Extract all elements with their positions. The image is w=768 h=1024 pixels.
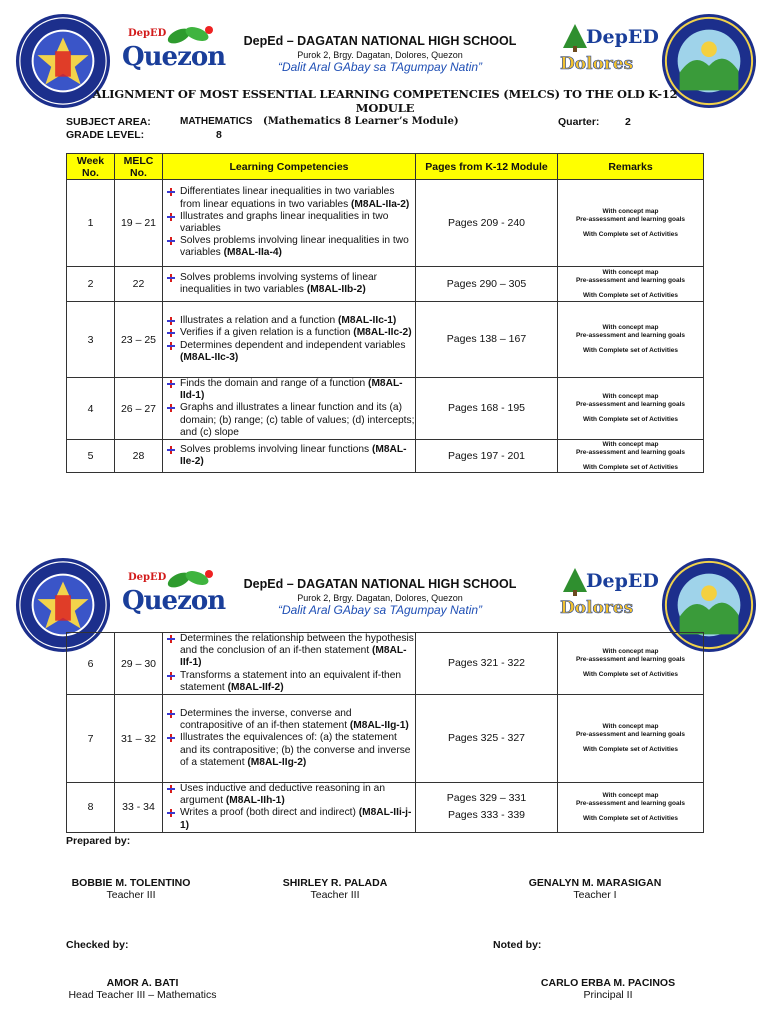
bullet-icon xyxy=(165,444,180,456)
competencies-cell xyxy=(163,180,416,267)
remarks-cell xyxy=(558,440,704,473)
remark-concept-map: With concept map xyxy=(602,791,659,799)
school-name: DepEd – DAGATAN NATIONAL HIGH SCHOOL xyxy=(243,577,517,591)
remark-concept-map: With concept map xyxy=(602,723,659,731)
competency-code: (M8AL-IIc-3) xyxy=(180,351,239,363)
pages-cell xyxy=(416,267,558,302)
competency-body xyxy=(180,633,415,670)
bullet-icon xyxy=(165,732,180,744)
competency-code: (M8AL-IIg-2) xyxy=(247,756,307,768)
competency-item xyxy=(165,783,415,807)
pages-cell xyxy=(416,695,558,783)
remark-spacer xyxy=(558,739,703,746)
pages-range: Pages 325 - 327 xyxy=(447,732,526,745)
bullet-icon xyxy=(165,633,180,645)
dolores-logo: Dolores xyxy=(560,598,634,618)
competencies-cell xyxy=(163,695,416,783)
remark-activities: With Complete set of Activities xyxy=(582,416,679,423)
competency-text: Transforms a statement into an equivalent if-then statement xyxy=(180,669,402,693)
competency-text: Verifies if a given relation is a function xyxy=(180,327,351,339)
competency-body xyxy=(180,211,415,235)
header-pages: Pages from K-12 Module xyxy=(416,154,558,180)
remark-activities: With Complete set of Activities xyxy=(582,347,679,354)
bullet-icon xyxy=(165,783,180,795)
remark-spacer xyxy=(558,457,703,464)
remark-spacer xyxy=(558,340,703,347)
pages-cell xyxy=(416,783,558,833)
competency-item xyxy=(165,633,415,670)
competencies-cell xyxy=(163,783,416,833)
remark-pre-assessment: Pre-assessment and learning goals xyxy=(575,656,686,663)
competency-item xyxy=(165,378,415,402)
subject-area-label: SUBJECT AREA: xyxy=(66,116,151,128)
competency-text: Uses inductive and deductive reasoning in an argument xyxy=(180,783,386,807)
remark-activities: With Complete set of Activities xyxy=(582,814,679,822)
bullet-icon xyxy=(165,670,180,682)
header-melc: MELC No. xyxy=(115,154,163,180)
competency-body xyxy=(180,340,415,364)
bullet-icon xyxy=(165,272,180,284)
competency-item xyxy=(165,708,415,732)
table-row xyxy=(67,378,704,440)
competency-text: Differentiates linear inequalities in two variables from linear equations in two variables xyxy=(180,186,395,210)
table-row xyxy=(67,180,704,267)
remark-pre-assessment: Pre-assessment and learning goals xyxy=(575,448,686,456)
prepared-by-label: Prepared by: xyxy=(66,835,131,847)
competency-code: (M8AL-IIc-2) xyxy=(353,327,412,339)
header-remarks: Remarks xyxy=(558,154,704,180)
competency-text: Finds the domain and range of a function xyxy=(180,378,366,389)
signatory-name: SHIRLEY R. PALADA xyxy=(282,877,388,889)
melc-cell: 29 – 30 xyxy=(115,633,163,695)
melc-cell: 19 – 21 xyxy=(115,180,163,267)
competency-body xyxy=(180,708,415,732)
competency-body xyxy=(180,272,415,296)
competency-code: (M8AL-IIe-2) xyxy=(180,443,407,468)
melc-cell: 31 – 32 xyxy=(115,695,163,783)
remark-concept-map: With concept map xyxy=(602,207,659,215)
remark-activities: With Complete set of Activities xyxy=(582,291,679,299)
competency-item xyxy=(165,444,415,468)
quarter-value: 2 xyxy=(625,116,631,128)
bullet-icon xyxy=(165,186,180,198)
pages-cell xyxy=(416,633,558,695)
competency-item xyxy=(165,732,415,769)
noted-by-label: Noted by: xyxy=(493,939,542,951)
remark-concept-map: With concept map xyxy=(602,648,659,655)
competency-text: Solves problems involving linear functions xyxy=(180,443,370,455)
bullet-icon xyxy=(165,327,180,339)
competency-code: (M8AL-IIi-j-1) xyxy=(180,807,412,831)
bullet-icon xyxy=(165,211,180,223)
remark-activities: With Complete set of Activities xyxy=(582,230,679,238)
week-cell: 2 xyxy=(67,267,115,302)
remark-activities: With Complete set of Activities xyxy=(582,671,679,678)
remarks-cell xyxy=(558,783,704,833)
bullet-icon xyxy=(165,402,180,414)
remarks-cell xyxy=(558,180,704,267)
competency-body xyxy=(180,783,415,807)
remark-spacer xyxy=(558,285,703,292)
remark-activities: With Complete set of Activities xyxy=(582,746,679,754)
melc-cell: 22 xyxy=(115,267,163,302)
table-row xyxy=(67,302,704,378)
competency-code: (M8AL-IIf-2) xyxy=(227,681,284,693)
week-cell: 1 xyxy=(67,180,115,267)
competency-item xyxy=(165,272,415,296)
bullet-icon xyxy=(165,315,180,327)
school-motto: “Dalit Aral GAbay sa TAgumpay Natin” xyxy=(277,603,483,617)
signatory xyxy=(56,877,206,901)
school-address: Purok 2, Brgy. Dagatan, Dolores, Quezon xyxy=(297,50,463,60)
melc-cell: 33 - 34 xyxy=(115,783,163,833)
pages-range: Pages 321 - 322 xyxy=(447,657,526,669)
signatory-name: CARLO ERBA M. PACINOS xyxy=(540,977,676,989)
pages-range: Pages 197 - 201 xyxy=(447,449,526,462)
competency-text: Illustrates and graphs linear inequalities in two variables xyxy=(180,210,389,234)
remark-pre-assessment: Pre-assessment and learning goals xyxy=(575,276,686,284)
competencies-cell xyxy=(163,440,416,473)
table-row xyxy=(67,267,704,302)
remarks-cell xyxy=(558,633,704,695)
signatory xyxy=(60,977,225,1001)
subject-area-value: MATHEMATICS xyxy=(180,116,253,127)
competencies-cell xyxy=(163,267,416,302)
competency-text: Determines the inverse, converse and contrapositive of an if-then statement xyxy=(180,708,352,732)
remark-spacer xyxy=(558,224,703,231)
signatory-title: Teacher III xyxy=(310,889,360,901)
signatory-title: Teacher III xyxy=(106,889,156,901)
competencies-cell xyxy=(163,378,416,440)
bullet-icon xyxy=(165,340,180,352)
competencies-cell xyxy=(163,302,416,378)
competencies-cell xyxy=(163,633,416,695)
quarter-label: Quarter: xyxy=(558,116,600,128)
competency-text: Solves problems involving linear inequalities in two variables xyxy=(180,235,409,259)
table-row xyxy=(67,633,704,695)
melc-cell: 26 – 27 xyxy=(115,378,163,440)
signatory-name: BOBBIE M. TOLENTINO xyxy=(71,877,191,889)
week-cell: 6 xyxy=(67,633,115,695)
competency-body xyxy=(180,315,396,327)
school-name: DepEd – DAGATAN NATIONAL HIGH SCHOOL xyxy=(243,34,517,48)
school-address: Purok 2, Brgy. Dagatan, Dolores, Quezon xyxy=(297,593,463,603)
competency-item xyxy=(165,315,415,327)
competency-text: Illustrates the equivalences of: (a) the statement and its contrapositive; (b) the converse and inverse of a statement xyxy=(180,732,411,768)
competency-item xyxy=(165,807,415,831)
signatory xyxy=(528,977,688,1001)
remark-concept-map: With concept map xyxy=(602,268,659,276)
remark-pre-assessment: Pre-assessment and learning goals xyxy=(575,215,686,223)
week-cell: 7 xyxy=(67,695,115,783)
melc-table xyxy=(66,153,704,473)
remarks-cell xyxy=(558,378,704,440)
checked-by-label: Checked by: xyxy=(66,939,129,951)
pages-cell xyxy=(416,378,558,440)
competency-text: Graphs and illustrates a linear function and its (a) domain; (b) range; (c) table of values; (d) intercepts; and (c) slope xyxy=(180,402,415,438)
competency-code: (M8AL-IIa-4) xyxy=(223,247,282,259)
competency-code: (M8AL-IId-1) xyxy=(180,378,403,402)
competency-item xyxy=(165,670,415,694)
competency-text: Illustrates a relation and a function xyxy=(180,315,336,327)
competency-item xyxy=(165,340,415,364)
quezon-logo-top: DepED xyxy=(128,28,167,39)
table-row xyxy=(67,695,704,783)
competency-body xyxy=(180,378,415,402)
competency-code: (M8AL-IIh-1) xyxy=(225,795,285,807)
melc-table-continued xyxy=(66,632,704,833)
pages-range: Pages 168 - 195 xyxy=(447,402,526,414)
subject-module: (Mathematics 8 Learner’s Module) xyxy=(263,116,459,127)
grade-level-label: GRADE LEVEL: xyxy=(66,129,145,141)
remark-concept-map: With concept map xyxy=(602,440,659,448)
competency-text: Determines dependent and independent variables xyxy=(180,339,406,351)
dolores-logo-top: DepED xyxy=(586,570,659,592)
pages-range: Pages 333 - 339 xyxy=(447,809,526,822)
remark-activities: With Complete set of Activities xyxy=(582,463,679,471)
remark-concept-map: With concept map xyxy=(602,324,659,331)
header-week: Week No. xyxy=(67,154,115,180)
competency-text: Solves problems involving systems of linear inequalities in two variables xyxy=(180,271,378,295)
remark-pre-assessment: Pre-assessment and learning goals xyxy=(575,332,686,339)
remarks-cell xyxy=(558,695,704,783)
competency-body xyxy=(180,402,415,439)
bullet-icon xyxy=(165,378,180,390)
table-row xyxy=(67,783,704,833)
remark-pre-assessment: Pre-assessment and learning goals xyxy=(575,799,686,807)
competency-code: (M8AL-IIa-2) xyxy=(351,198,410,210)
competency-item xyxy=(165,211,415,235)
competency-body xyxy=(180,186,415,210)
bullet-icon xyxy=(165,807,180,819)
signatory-name: AMOR A. BATI xyxy=(106,977,179,989)
school-motto: “Dalit Aral GAbay sa TAgumpay Natin” xyxy=(277,60,483,74)
document-title: ALIGNMENT OF MOST ESSENTIAL LEARNING COMPETENCIES (MELCS) TO THE OLD K-12 MODULE xyxy=(92,87,678,115)
remark-concept-map: With concept map xyxy=(602,393,659,400)
melc-cell: 28 xyxy=(115,440,163,473)
quezon-logo-top: DepED xyxy=(128,572,167,583)
pages-cell xyxy=(416,180,558,267)
week-cell: 5 xyxy=(67,440,115,473)
leaf-icon xyxy=(165,22,215,52)
competency-code: (M8AL-IIf-1) xyxy=(180,645,407,669)
week-cell: 4 xyxy=(67,378,115,440)
quezon-logo: Quezon xyxy=(122,42,226,72)
table-row xyxy=(67,440,704,473)
pages-cell xyxy=(416,440,558,473)
remark-spacer xyxy=(558,808,703,815)
pages-cell xyxy=(416,302,558,378)
leaf-icon xyxy=(165,566,215,596)
competency-body xyxy=(180,670,415,694)
competency-code: (M8AL-IIb-2) xyxy=(306,284,366,295)
competency-text: Writes a proof (both direct and indirect) xyxy=(180,807,356,819)
competency-text: Determines the relationship between the hypothesis and the conclusion of an if-then statement xyxy=(180,633,414,657)
signatory-title: Principal II xyxy=(583,989,633,1001)
signatory xyxy=(270,877,400,901)
competency-code: (M8AL-IIg-1) xyxy=(349,720,409,732)
remarks-cell xyxy=(558,302,704,378)
signatory-name: GENALYN M. MARASIGAN xyxy=(528,877,662,889)
competency-item xyxy=(165,402,415,439)
bullet-icon xyxy=(165,235,180,247)
pages-range: Pages 290 – 305 xyxy=(446,277,527,290)
signatory-title: Teacher I xyxy=(573,889,617,901)
grade-level-value: 8 xyxy=(216,129,222,141)
signatory xyxy=(515,877,675,901)
competency-body xyxy=(180,327,412,339)
pages-range: Pages 138 – 167 xyxy=(446,333,527,345)
pages-range: Pages 209 - 240 xyxy=(447,216,526,229)
remarks-cell xyxy=(558,267,704,302)
competency-item xyxy=(165,186,415,210)
competency-item xyxy=(165,327,415,339)
bullet-icon xyxy=(165,708,180,720)
remark-pre-assessment: Pre-assessment and learning goals xyxy=(575,731,686,739)
remark-pre-assessment: Pre-assessment and learning goals xyxy=(575,401,686,408)
header-competencies: Learning Competencies xyxy=(163,154,416,180)
remark-spacer xyxy=(558,409,703,416)
week-cell: 3 xyxy=(67,302,115,378)
competency-body xyxy=(180,444,415,468)
competency-body xyxy=(180,235,415,259)
remark-spacer xyxy=(558,664,703,671)
dolores-logo: Dolores xyxy=(560,54,634,74)
competency-item xyxy=(165,235,415,259)
signatory-title: Head Teacher III – Mathematics xyxy=(68,989,217,1001)
pages-range: Pages 329 – 331 xyxy=(446,792,527,805)
melc-cell: 23 – 25 xyxy=(115,302,163,378)
competency-body xyxy=(180,732,415,769)
quezon-logo: Quezon xyxy=(122,586,226,616)
dolores-logo-top: DepED xyxy=(586,26,659,48)
competency-body xyxy=(180,807,415,831)
competency-code: (M8AL-IIc-1) xyxy=(338,315,397,327)
week-cell: 8 xyxy=(67,783,115,833)
